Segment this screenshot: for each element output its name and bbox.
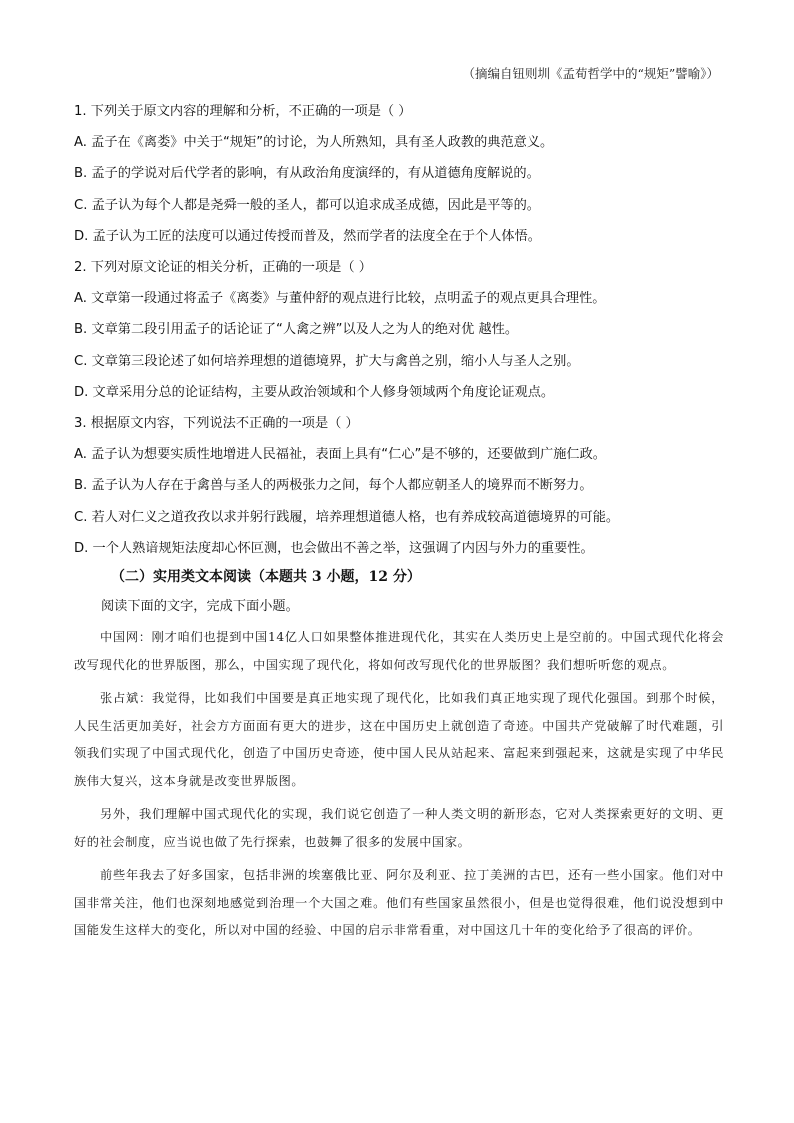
option-d: D. 孟子认为工匠的法度可以通过传授而普及，然而学者的法度全在于个人体悟。 xyxy=(74,228,541,244)
question-1 xyxy=(74,96,734,252)
question-list xyxy=(74,96,734,564)
option-d: D. 一个人熟谙规矩法度却心怀叵测，也会做出不善之举，这强调了内因与外力的重要性。 xyxy=(74,540,594,556)
question-3 xyxy=(74,408,734,564)
question-stem: 3. 根据原文内容，下列说法不正确的一项是（ ） xyxy=(74,416,359,432)
option-a: A. 孟子认为想要实质性地增进人民福祉，表面上具有“仁心”是不够的，还要做到广施仁政。 xyxy=(74,447,606,463)
article-paragraph: 另外，我们理解中国式现代化的实现，我们说它创造了一种人类文明的新形态，它对人类探索更好的文明、更好的社会制度，应当说也做了先行探索，也鼓舞了很多的发展中国家。 xyxy=(74,807,724,849)
source-citation: （摘编自钮则圳《孟荀哲学中的“规矩”譬喻》） xyxy=(462,66,719,81)
option-b: B. 孟子的学说对后代学者的影响，有从政治角度演绎的，有从道德角度解说的。 xyxy=(74,166,540,182)
option-c: C. 文章第三段论述了如何培养理想的道德境界，扩大与禽兽之别，缩小人与圣人之别。 xyxy=(74,353,580,369)
article-text xyxy=(74,624,724,951)
reading-instruction: 阅读下面的文字，完成下面小题。 xyxy=(101,599,299,614)
question-2 xyxy=(74,252,734,408)
option-b: B. 文章第二段引用孟子的话论证了“人禽之辨”以及人之为人的绝对优 越性。 xyxy=(74,322,519,338)
section-heading: （二）实用类文本阅读（本题共 3 小题，12 分） xyxy=(111,569,421,585)
article-paragraph: 前些年我去了好多国家，包括非洲的埃塞俄比亚、阿尔及利亚、拉丁美洲的古巴，还有一些小国家。他们对中国非常关注，他们也深刻地感觉到治理一个大国之难。他们有些国家虽然很小，但是也觉得很难，他们说没想到中国能发生这样大的变化，所以对中国的经验、中国的启示非常看重，对中国这几十年的变化给予了很高的评价。 xyxy=(74,868,724,937)
option-c: C. 孟子认为每个人都是尧舜一般的圣人，都可以追求成圣成德，因此是平等的。 xyxy=(74,197,540,213)
option-a: A. 文章第一段通过将孟子《离娄》与董仲舒的观点进行比较，点明孟子的观点更具合理性。 xyxy=(74,291,606,307)
question-stem: 2. 下列对原文论证的相关分析，正确的一项是（ ） xyxy=(74,260,372,276)
option-c: C. 若人对仁义之道孜孜以求并躬行践履，培养理想道德人格，也有养成较高道德境界的可能。 xyxy=(74,509,620,525)
question-stem: 1. 下列关于原文内容的理解和分析，不正确的一项是（ ） xyxy=(74,104,412,119)
article-paragraph: 中国网：刚才咱们也提到中国14亿人口如果整体推进现代化，其实在人类历史上是空前的。中国式现代化将会改写现代化的世界版图，那么，中国实现了现代化，将如何改写现代化的世界版图？我们想听听您的观点。 xyxy=(74,630,724,672)
article-paragraph: 张占斌：我觉得，比如我们中国要是真正地实现了现代化，比如我们真正地实现了现代化强国。到那个时候，人民生活更加美好，社会方方面面有更大的进步，这在中国历史上就创造了奇迹。中国共产党破解了时代难题，引领我们实现了中国式现代化，创造了中国历史奇迹，使中国人民从站起来、富起来到强起来，这就是实现了中华民族伟大复兴，这本身就是改变世界版图。 xyxy=(74,691,724,788)
option-d: D. 文章采用分总的论证结构，主要从政治领域和个人修身领域两个角度论证观点。 xyxy=(74,384,555,400)
option-a: A. 孟子在《离娄》中关于“规矩”的讨论，为人所熟知，具有圣人政教的典范意义。 xyxy=(74,135,554,151)
option-b: B. 孟子认为人存在于禽兽与圣人的两极张力之间，每个人都应朝圣人的境界而不断努力。 xyxy=(74,478,593,494)
